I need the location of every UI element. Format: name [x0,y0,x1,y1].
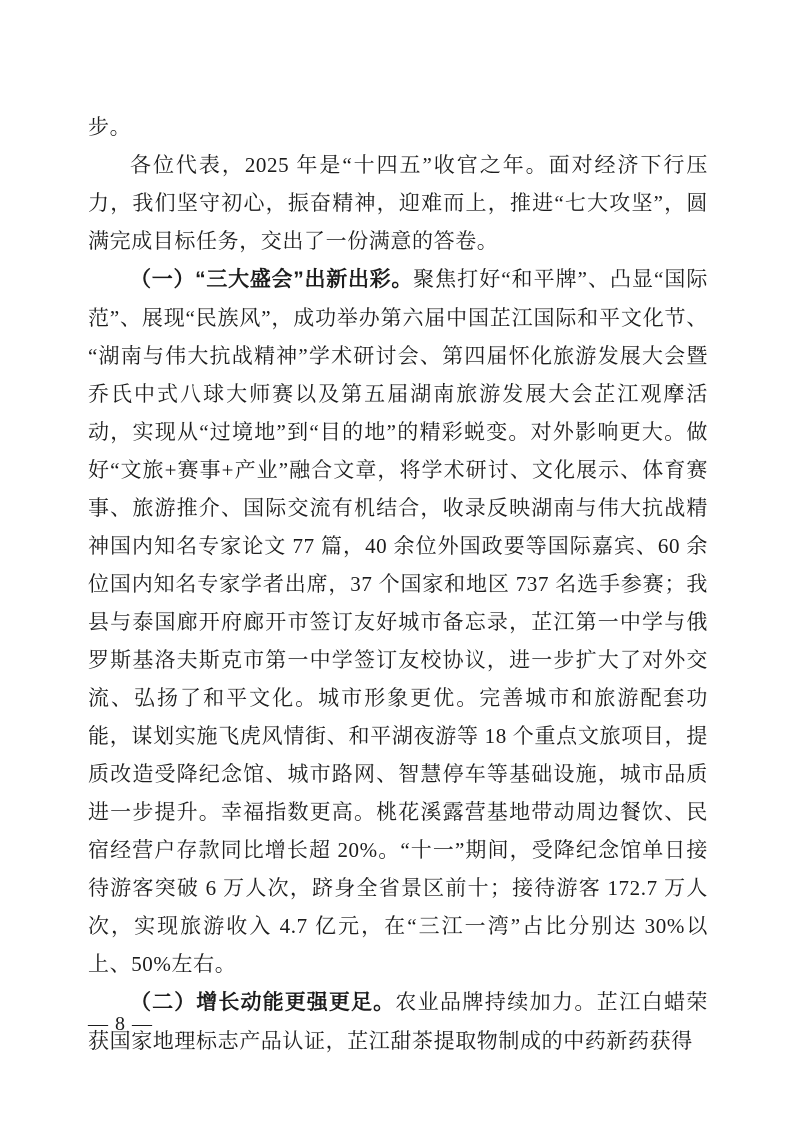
paragraph [88,983,708,1060]
section-heading: （二）增长动能更强更足。 [130,991,396,1014]
text-run: 聚焦打好“和平牌”、凸显“国际范”、展现“民族风”，成功举办第六届中国芷江国际和平文化节、“湖南与伟大抗战精神”学术研讨会、第四届怀化旅游发展大会暨乔氏中式八球大师赛以及第五届湖南旅游发展大会芷江观摩活动，实现从“过境地”到“目的地”的精彩蜕变。对外影响更大。做好“文旅+赛事+产业”融合文章，将学术研讨、文化展示、体育赛事、旅游推介、国际交流有机结合，收录反映湖南与伟大抗战精神国内知名专家论文 77 篇，40 余位外国政要等国际嘉宾、60 余位国内知名专家学者出席，37 个国家和地区 737 名选手参赛；我县与泰国廊开府廊开市签订友好城市备忘录，芷江第一中学与俄罗斯基洛夫斯克市第一中学签订友校协议，进一步扩大了对外交流、弘扬了和平文化。城市形象更优。完善城市和旅游配套功能，谋划实施飞虎风情街、和平湖夜游等 18 个重点文旅项目，提质改造受降纪念馆、城市路网、智慧停车等基础设施，城市品质进一步提升。幸福指数更高。桃花溪露营基地带动周边餐饮、民宿经营户存款同比增长超 20%。“十一”期间，受降纪念馆单日接待游客突破 6 万人次，跻身全省景区前十；接待游客 172.7 万人次，实现旅游收入 4.7 亿元，在“三江一湾”占比分别达 30%以上、50%左右。 [88,267,709,976]
paragraph [88,146,708,260]
text-run: 各位代表，2025 年是“十四五”收官之年。面对经济下行压力，我们坚守初心，振奋精神，迎难而上，推进“七大攻坚”，圆满完成目标任务，交出了一份满意的答卷。 [88,153,708,253]
paragraph [88,260,708,983]
text-run: 农业品牌持续加力。芷江白蜡荣获国家地理标志产品认证，芷江甜茶提取物制成的中药新药获得 [88,990,708,1053]
section-heading: （一）“三大盛会”出新出彩。 [130,268,414,291]
document-body [88,108,708,1060]
paragraph [88,108,708,146]
text-run: 步。 [88,115,132,139]
page-number: — 8 — [88,1013,153,1035]
